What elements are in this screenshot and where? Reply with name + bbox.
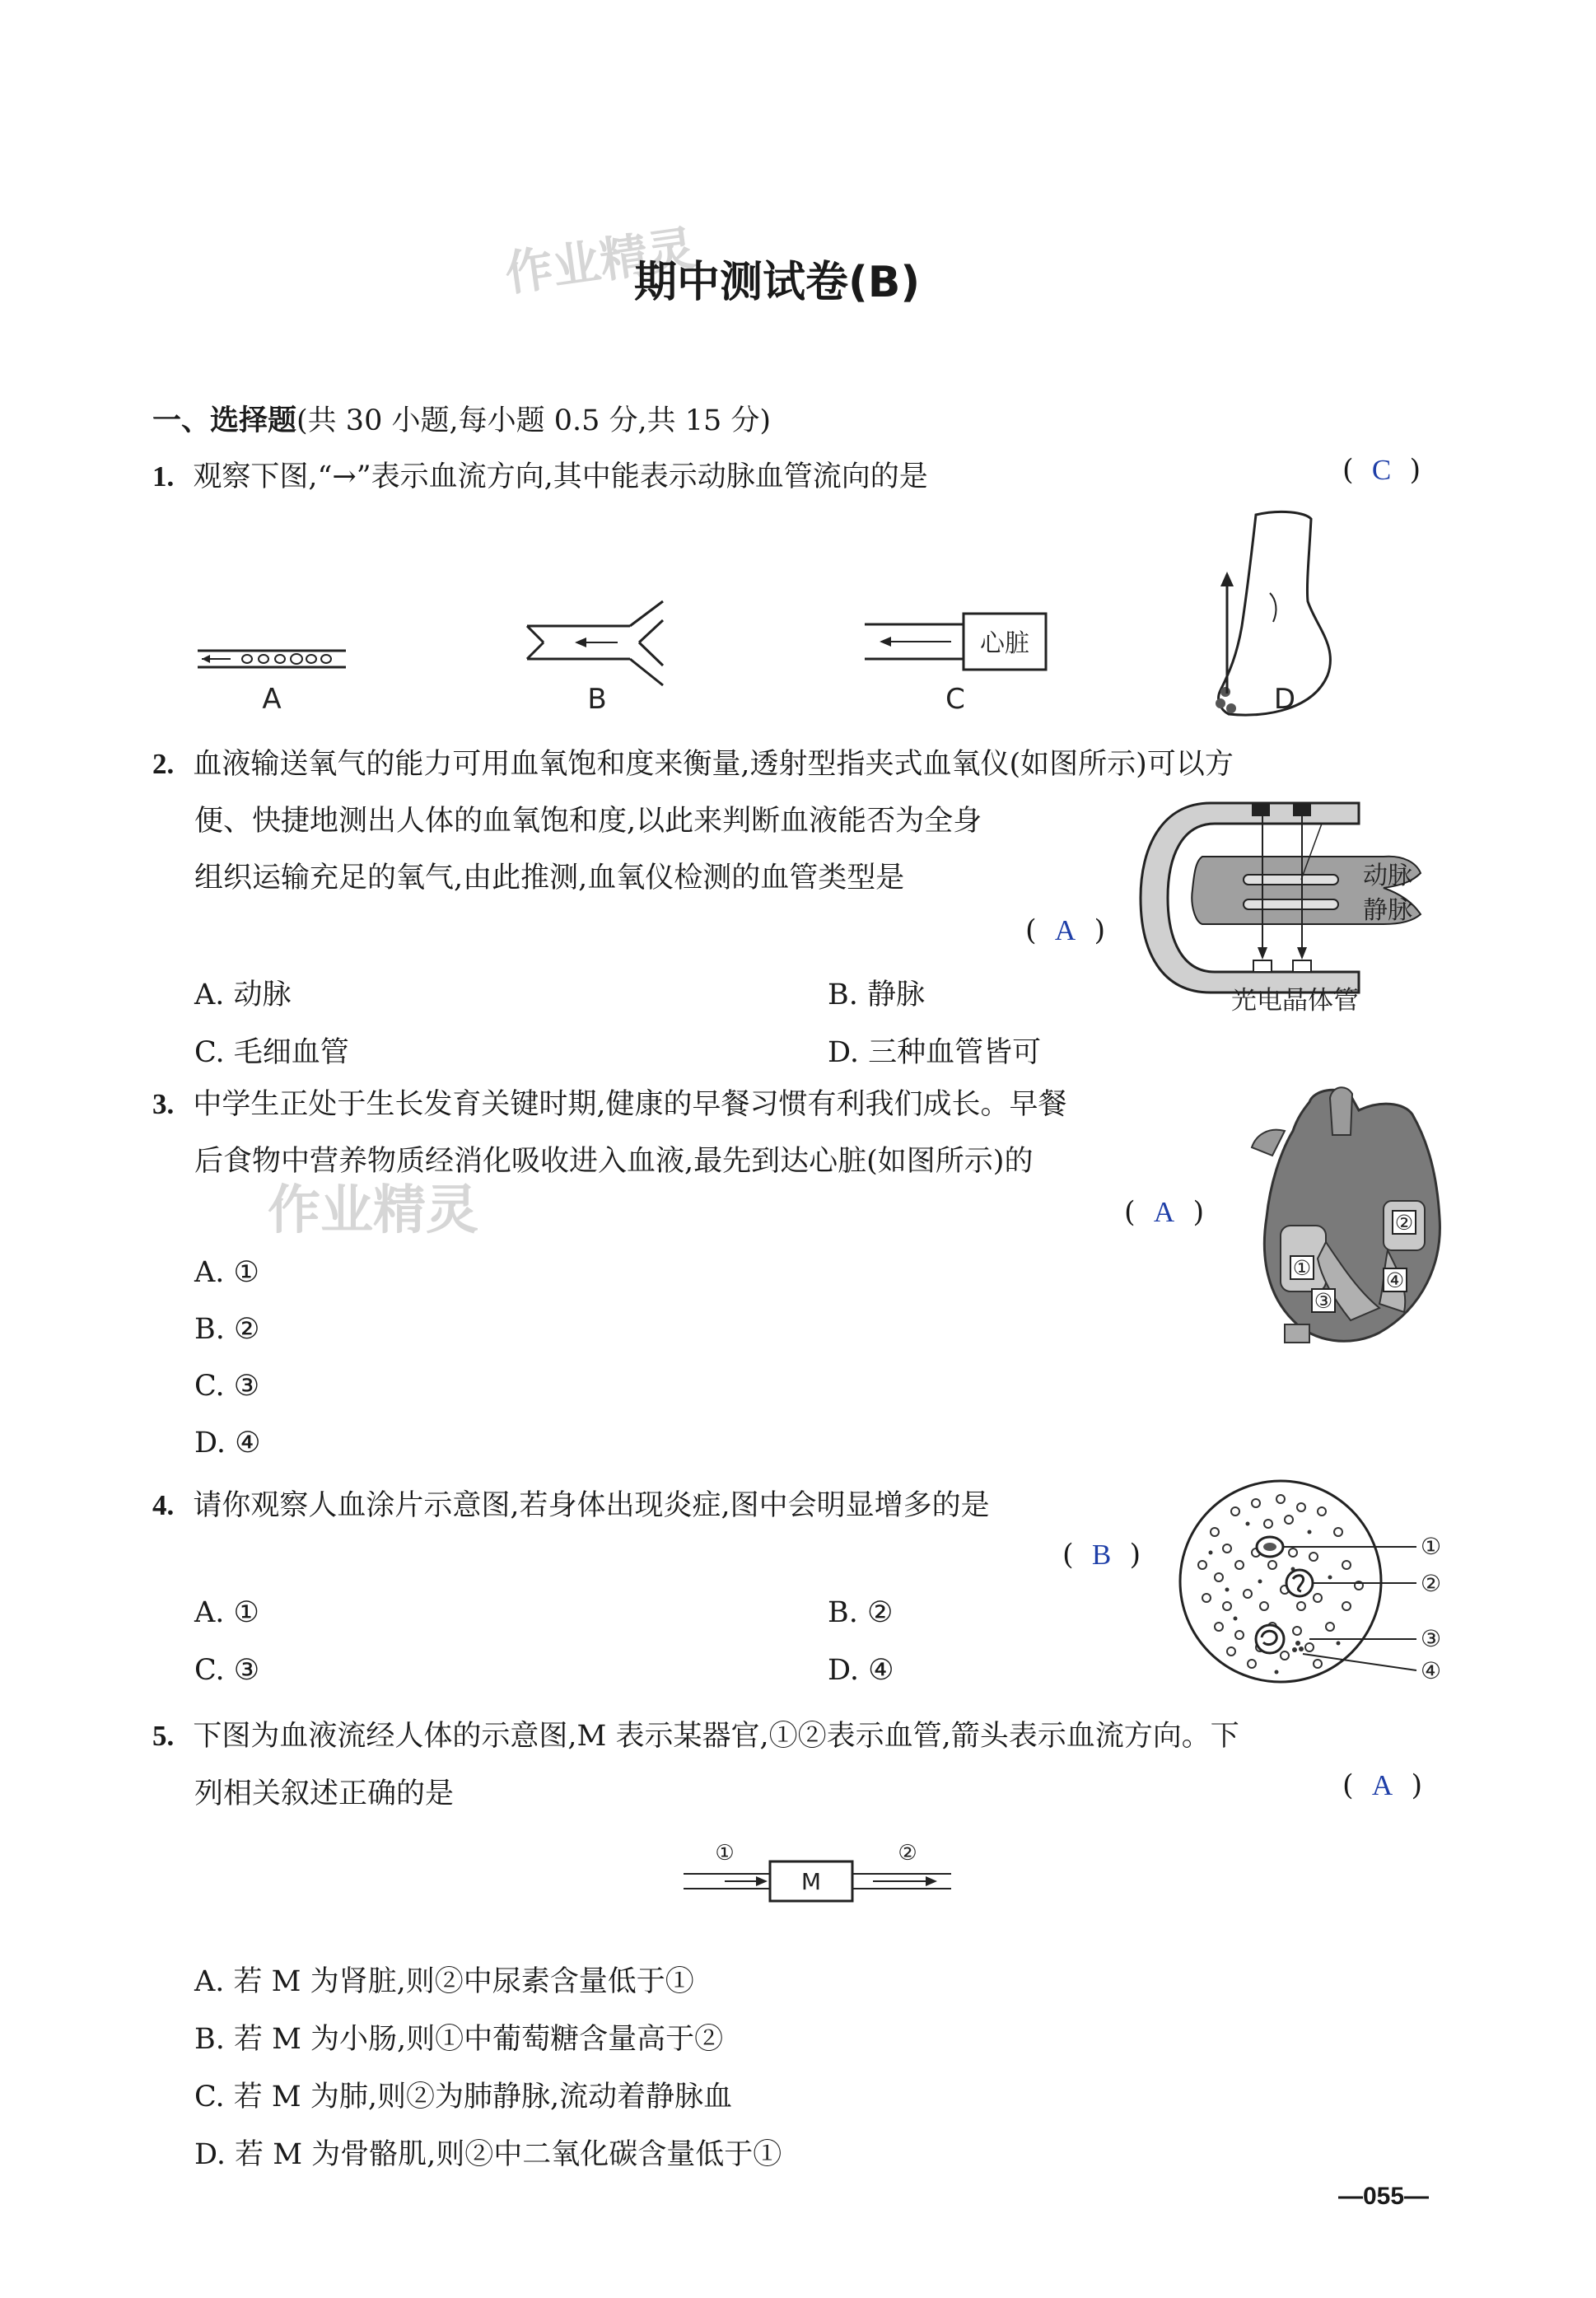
question-4-option-a: A. ① [194,1596,259,1629]
answer-5: A [1371,1769,1393,1801]
question-3-line-2: 后食物中营养物质经消化吸收进入血液,最先到达心脏(如图所示)的 [194,1145,1034,1178]
question-1-figure [181,502,1351,725]
question-3-option-d: D. ④ [194,1427,261,1460]
question-1-text: 观察下图,“→”表示血流方向,其中能表示动脉血管流向的是 [193,460,928,493]
question-4-option-c: C. ③ [194,1654,260,1687]
question-2-text-1: 血液输送氧气的能力可用血氧饱和度来衡量,透射型指夹式血氧仪(如图所示)可以方 [193,748,1234,781]
section-header [152,398,771,439]
page-number: —055— [1338,2183,1430,2210]
question-4-answer: ( B ) [1062,1539,1141,1572]
watermark-top: 作业精灵 [502,220,699,302]
question-5-option-a: A. 若 M 为肾脏,则②中尿素含量低于① [194,1965,694,1998]
heart-mark-1 [1290,1256,1314,1280]
oximeter-figure [1136,791,1449,1017]
vessel-a [198,651,346,667]
answer-2: A [1054,914,1076,946]
smear-mark-2: ② [1421,1570,1442,1597]
question-5-number: 5. [152,1720,175,1752]
question-4-option-d: D. ④ [828,1654,894,1687]
vessel-1-mark: ① [715,1841,735,1866]
question-5-answer: ( A ) [1342,1769,1423,1802]
question-3-option-c: C. ③ [194,1370,260,1403]
svg-text:④: ④ [1385,1268,1405,1292]
watermark-middle: 作业精灵 [268,1180,478,1241]
question-3-option-a: A. ① [194,1256,259,1289]
svg-text:①: ① [1292,1256,1312,1280]
question-2-number: 2. [152,748,175,780]
svg-text:②: ② [1394,1211,1414,1235]
heart-mark-2 [1393,1211,1416,1235]
figure-label-d: D [1273,683,1296,716]
question-3-line-1 [152,1081,1067,1123]
question-2-option-b: B. 静脉 [828,979,925,1011]
vessel-d-foot [1216,511,1330,715]
smear-mark-1: ① [1421,1533,1442,1560]
vessel-b [527,601,663,685]
svg-text:③: ③ [1314,1289,1333,1313]
smear-mark-3: ③ [1421,1625,1442,1652]
question-2-option-a: A. 动脉 [194,979,292,1011]
question-5-option-d: D. 若 M 为骨骼肌,则②中二氧化碳含量低于① [194,2138,782,2171]
question-5-figure [675,1837,964,1911]
question-1-answer: ( C ) [1342,454,1421,487]
question-3-option-b: B. ② [194,1313,260,1346]
answer-1: C [1371,454,1392,486]
question-3-answer: ( A ) [1124,1196,1205,1229]
question-2-option-d: D. 三种血管皆可 [828,1036,1042,1069]
heart-figure [1235,1086,1449,1349]
question-4-number: 4. [152,1489,175,1521]
question-1-number: 1. [152,460,175,493]
vessel-c [865,614,1046,670]
question-2-option-c: C. 毛细血管 [194,1036,349,1069]
question-5-option-b: B. 若 M 为小肠,则①中葡萄糖含量高于② [194,2023,724,2056]
figure-label-a: A [262,683,282,716]
question-2-line-2: 便、快捷地测出人体的血氧饱和度,以此来判断血液能否为全身 [194,805,982,838]
vessel-2-mark: ② [898,1841,917,1866]
heart-mark-4 [1384,1268,1407,1292]
heart-mark-3 [1312,1289,1335,1313]
answer-3: A [1153,1196,1175,1228]
question-4-stem [152,1483,990,1524]
answer-4: B [1091,1539,1112,1571]
smear-mark-4: ④ [1421,1657,1442,1684]
organ-m-label: M [800,1868,822,1895]
question-5-text-1: 下图为血液流经人体的示意图,M 表示某器官,①②表示血管,箭头表示血流方向。下 [193,1720,1239,1753]
question-3-number: 3. [152,1088,175,1120]
question-2-answer: ( A ) [1025,914,1106,947]
question-4-option-b: B. ② [828,1596,894,1629]
question-4-text: 请你观察人血涂片示意图,若身体出现炎症,图中会明显增多的是 [193,1489,990,1522]
question-1-stem [152,454,928,495]
page-title: 期中测试卷(B) [634,258,921,307]
section-note: (共 30 小题,每小题 0.5 分,共 15 分) [296,404,772,437]
section-head: 一、选择题 [152,404,297,437]
question-3-text-1: 中学生正处于生长发育关键时期,健康的早餐习惯有利我们成长。早餐 [193,1088,1067,1121]
question-2-line-3: 组织运输充足的氧气,由此推测,血氧仪检测的血管类型是 [194,862,905,894]
oximeter-label-artery: 动脉 [1363,862,1412,890]
figure-label-b: B [587,683,607,716]
figure-label-c: C [945,683,965,716]
question-2-line-1 [152,741,1234,782]
oximeter-label-vein: 静脉 [1363,896,1412,925]
question-5-option-c: C. 若 M 为肺,则②为肺静脉,流动着静脉血 [194,2081,733,2114]
question-5-line-2: 列相关叙述正确的是 [194,1777,455,1810]
oximeter-caption: 光电晶体管 [1231,986,1359,1016]
question-5-line-1 [152,1713,1239,1754]
heart-box-label: 心脏 [980,629,1029,658]
blood-smear-figure [1178,1474,1458,1688]
